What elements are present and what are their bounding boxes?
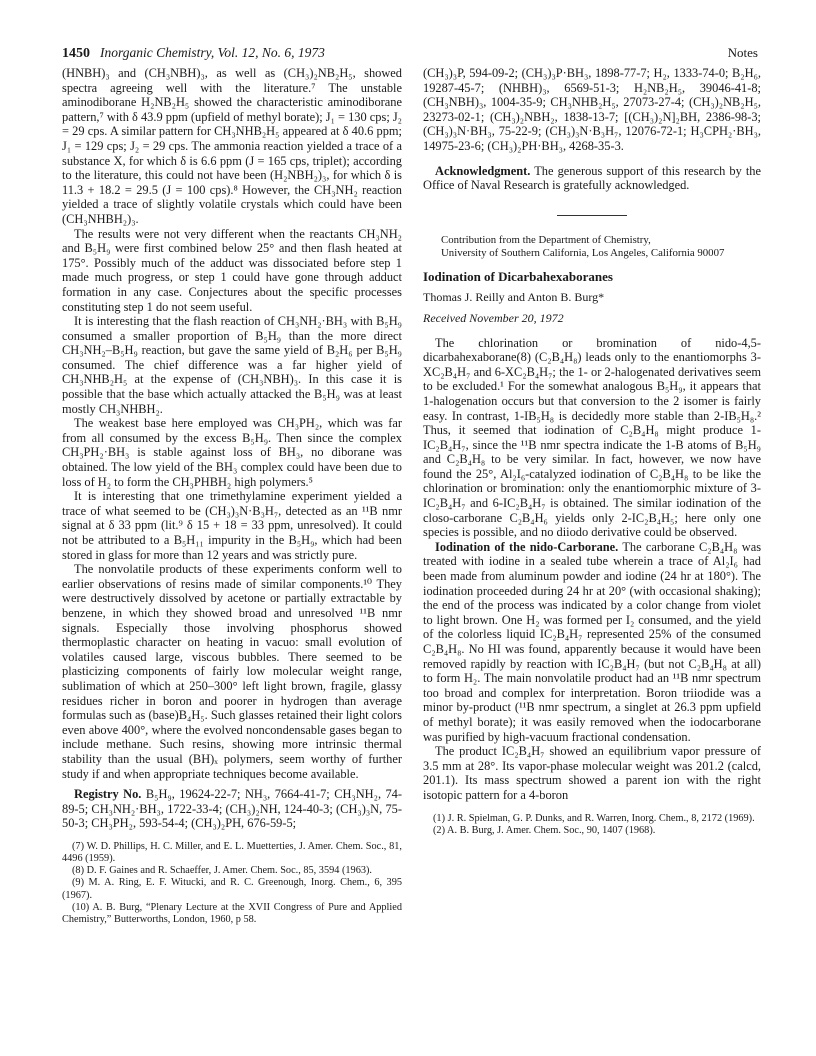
paragraph: The chlorination or bromination of nido-4,5-dicarbahexaborane(8) (C₂B₄H₈) leads only to the enantiomorphs 3-XC₂B₄H₇ and 6-XC₂B₄H₇; the 1- or 2-halogenated derivatives seem to be excluded.¹ For the somewhat analogous B₅H₉, it appears that 1-halogenation occurs but that conversion to the 2 isomer is fairly easy. In contrast, 1-IB₅H₈ is decidedly more stable than 2-IB₅H₈.² Thus, it seemed that iodination of C₂B₄H₈ might produce 1-IC₂B₄H₇, since the ¹¹B nmr spectra indicate the 1-B atoms of B₅H₉ and C₂B₄H₈ to be very similar. In fact, however, we now have found the 25°, Al₂I₆-catalyzed iodination of C₂B₄H₈ to be like the chlorination or bromination: only the enantiomorphic mixture of 3-IC₂B₄H₇ and 6-IC₂B₄H₇ is obtained. The similar iodination of the closo-carborane C₂B₄H₆ yields only 2-IC₂B₄H₅; here only one species is possible, and no diiodo derivative could be observed. <box>423 335 761 540</box>
paragraph-text: The carborane C₂B₄H₈ was treated with iodine in a sealed tube wherein a trace of Al₂I₆ had been made from aluminum powder and iodine (24 hr at 180°). The iodination proceeded during 24 hr at 20° (with occasional shaking); the end of the process was indicated by a color change from violet to light brown. One H₂ was formed per I₂ consumed, and the yield of the colorless liquid IC₂B₄H₇ represented 25% of the consumed C₂B₄H₈. No HI was found, apparently because it would have been removed rapidly by reaction with IC₂B₄H₇ (but not C₂B₄H₈ at all) to form H₂. The main nonvolatile product had an ¹¹B nmr spectrum too broad and complex for interpretation. Boron triiodide was a minor by-product (¹¹B nmr spectrum, a singlet at 26.3 ppm upfield of methyl borate); it was easily removed when the iodocarborane was purified by high-vacuum fractional condensation. <box>423 539 762 744</box>
registry-numbers <box>62 787 402 831</box>
paragraph: The weakest base here employed was CH₃PH₂, which was far from all consumed by the excess B₅H₉. Then since the complex CH₃PH₂·BH₃ is stable against loss of BH₃, no diborane was obtained. The low yield of the BH₃ complex could have been due to loss of H₂ to form the CH₃PHBH₂ high polymers.⁵ <box>62 416 402 489</box>
footnote: (2) A. B. Burg, J. Amer. Chem. Soc., 90, 1407 (1968). <box>433 824 656 836</box>
acknowledgment-text: The generous support of this research by the Office of Naval Research is gratefully acknowledged. <box>423 163 762 193</box>
registry-continuation: (CH₃)₃P, 594-09-2; (CH₃)₃P·BH₃, 1898-77-7; H₂, 1333-74-0; B₂H₆, 19287-45-7; (NHBH)₃, 6569-51-3; H₂NB₂H₅, 39046-41-8; (CH₃NBH)₃, 1004-35-9; CH₃NHB₂H₅, 27073-27-4; (CH₃)₂NB₂H₅, 23273-02-1; (CH₃)₂NBH₂, 1838-13-7; [(CH₃)₂N]₂BH, 2386-98-3; (CH₃)₃N·BH₃, 75-22-9; (CH₃)₃N·B₃H₇, 12076-72-1; H₃CPH₂·BH₃, 14975-23-6; (CH₃)₂PH·BH₃, 4268-35-3. <box>423 66 761 153</box>
contribution-line: Contribution from the Department of Chemistry, <box>441 233 651 246</box>
received-date: Received November 20, 1972 <box>423 310 564 325</box>
paragraph <box>423 540 761 744</box>
footnote: (8) D. F. Gaines and R. Schaeffer, J. Amer. Chem. Soc., 85, 3594 (1963). <box>72 865 372 877</box>
footnote: (1) J. R. Spielman, G. P. Dunks, and R. Warren, Inorg. Chem., 8, 2172 (1969). <box>433 812 755 824</box>
footnotes <box>62 841 402 926</box>
contribution-note <box>423 234 761 260</box>
right-column <box>423 66 761 837</box>
article-title: Iodination of Dicarbahexaboranes <box>423 268 613 284</box>
footnote: (7) W. D. Phillips, H. C. Miller, and E. L. Muetterties, J. Amer. Chem. Soc., 81, 4496 (1959). <box>62 840 402 865</box>
paragraph: It is interesting that the flash reaction of CH₃NH₂·BH₃ with B₅H₉ consumed a smaller proportion of B₅H₉ than the more direct CH₃NH₂–B₅H₉ reaction, but gave the same yield of B₂H₆ per B₅H₉ consumed. The chief difference was a far higher yield of CH₃NHB₂H₅ at the expense of (CH₃NBH)₃. In this case it is possible that the base which actually attacked the B₅H₉ was at least mostly CH₃NHBH₂. <box>62 314 402 416</box>
footnote: (9) M. A. Ring, E. F. Witucki, and R. C. Greenough, Inorg. Chem., 6, 395 (1967). <box>62 877 402 901</box>
contribution-line: University of Southern California, Los Angeles, California 90007 <box>441 246 725 259</box>
article-authors: Thomas J. Reilly and Anton B. Burg* <box>423 290 605 305</box>
acknowledgment-label: Acknowledgment. <box>435 163 531 178</box>
section-heading: Iodination of the nido-Carborane. <box>435 539 619 554</box>
acknowledgment <box>423 164 761 193</box>
page-number: 1450 <box>62 46 90 61</box>
registry-text: B₅H₉, 19624-22-7; NH₃, 7664-41-7; CH₃NH₂, 74-89-5; CH₃NH₂·BH₃, 1722-33-4; (CH₃)₂NH, 124-40-3; (CH₃)₃N, 75-50-3; CH₃PH₂, 593-54-4; (CH₃)₂PH, 676-59-5; <box>62 787 402 831</box>
paragraph: The product IC₂B₄H₇ showed an equilibrium vapor pressure of 3.5 mm at 28°. Its vapor-phase molecular weight was 201.2 (calcd, 201.1). Its mass spectrum showed a parent ion with the right isotopic pattern for a 4-boron <box>423 744 761 802</box>
registry-label: Registry No. <box>74 787 142 802</box>
paragraph: It is interesting that one trimethylamine experiment yielded a trace of what seemed to be (CH₃)₃N·B₃H₇, detected as an ¹¹B nmr signal at δ 33 ppm (lit.⁹ δ 15 + 18 = 33 ppm, unresolved). It could not be attributed to a B₅H₁₁ impurity in the B₅H₉, which had been stored in glass for more than 12 years and was strictly pure. <box>62 489 402 562</box>
page-header <box>62 44 758 64</box>
paragraph: (HNBH)₃ and (CH₃NBH)₃, as well as (CH₃)₂NB₂H₅, showed spectra agreeing well with the literature.⁷ The unstable aminodiborane H₂NB₂H₅ showed the characteristic aminodiborane pattern,⁷ with δ 43.9 ppm (upfield of methyl borate); J₁ = 130 cps; J₂ = 29 cps. A similar pattern for CH₃NHB₂H₅ appeared at δ 40.6 ppm; J₁ = 129 cps; J₂ = 29 cps. The ammonia reaction yielded a trace of a substance X, for which δ is 6.6 ppm (J = 165 cps, triplet); according to the literature, this could not have been (H₂NBH₂)₃, for which δ is 11.3 + 18.2 = 29.5 (J = 100 cps).⁸ However, the CH₃NH₂ reaction yielded a trace of slightly volatile crystals which could have been (CH₃NHBH₂)₃. <box>62 66 402 226</box>
footnote: (10) A. B. Burg, “Plenary Lecture at the XVII Congress of Pure and Applied Chemistry,” Butterworths, London, 1960, p 58. <box>62 901 402 926</box>
paragraph: The nonvolatile products of these experiments conform well to earlier observations of resins made of similar components.¹⁰ They were destructively dissolved by acetone or partially extractable by benzene, in which they showed broad and unresolved ¹¹B nmr signals. Especially those involving phosphorus showed thermoplastic character on heating in vacuo: small evolution of volatiles caused large, viscous bubbles. There seemed to be plasticizing components of fairly low molecular weight range, sublimation of which at 250–300° left light brown, fragile, glassy residues richer in boron and poorer in hydrogen than average formulas such as (base)B₄H₅. Such glasses retained their light colors even above 400°, where the evolved noncondensable gases began to include methane. Such resins, showing more intrinsic thermal stability than the usual (BH)ₓ polymers, seem worthy of further study if and when appropriate techniques become available. <box>62 562 402 781</box>
left-column <box>62 66 402 926</box>
journal-citation: Inorganic Chemistry, Vol. 12, No. 6, 1973 <box>100 45 325 60</box>
section-label: Notes <box>727 45 758 60</box>
paragraph: The results were not very different when the reactants CH₃NH₂ and B₅H₉ were first combined below 25° and then flash heated at 175°. Possibly much of the adduct was dissociated before step 1 made much progress, or step 1 could have gone through adduct formation in any case. Conjectures about the specific processes constituting step 1 do not seem useful. <box>62 226 402 314</box>
section-divider <box>557 215 627 216</box>
footnotes <box>423 813 761 837</box>
